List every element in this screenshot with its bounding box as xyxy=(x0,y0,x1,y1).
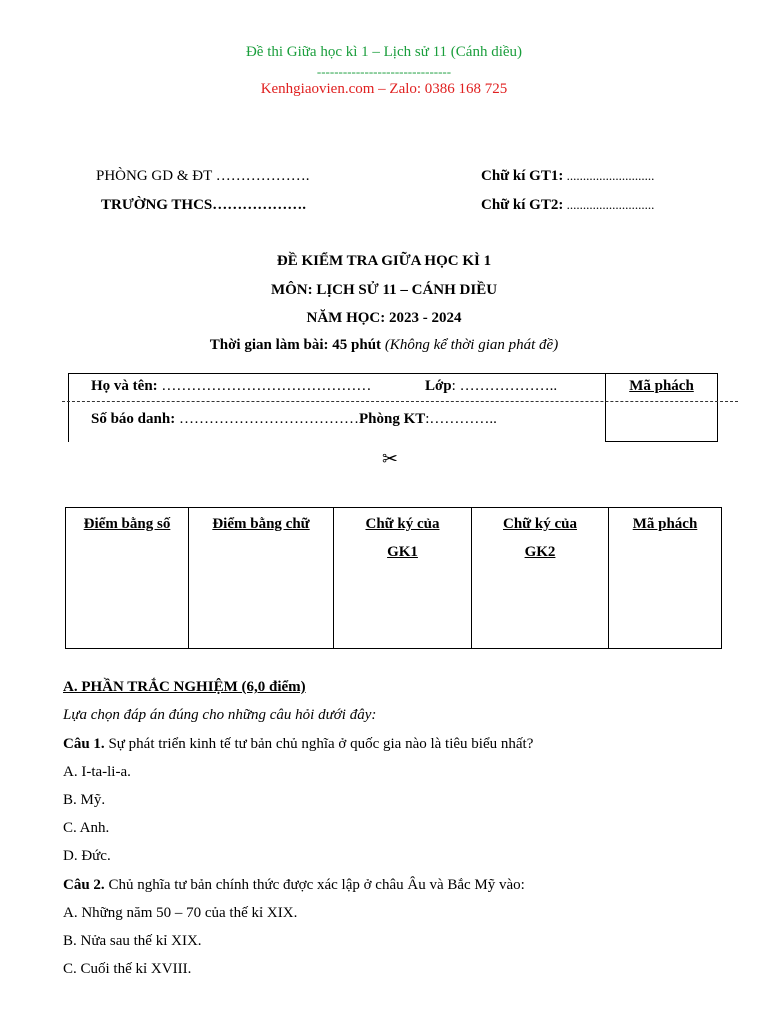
question-2-label: Câu 2. xyxy=(63,877,105,893)
q2-option-b: B. Nửa sau thế kỉ XIX. xyxy=(63,933,202,949)
id-label: Số báo danh: xyxy=(91,411,176,427)
cut-line xyxy=(62,401,738,402)
exam-subject: MÔN: LỊCH SỬ 11 – CÁNH DIỀU xyxy=(270,282,498,298)
grade-col-gk2 xyxy=(472,508,609,649)
student-info-cell xyxy=(69,374,606,442)
contact-line: Kenhgiaovien.com – Zalo: 0386 168 725 xyxy=(260,81,508,97)
gt1-label: Chữ kí GT1: xyxy=(481,168,564,184)
code-header: Mã phách xyxy=(629,378,694,394)
name-dots: …………………………………… xyxy=(157,378,372,394)
grade-col-code xyxy=(609,508,722,649)
doc-title: Đề thi Giữa học kì 1 – Lịch sử 11 (Cánh diều) xyxy=(245,44,523,60)
room-dots: :………….. xyxy=(425,411,497,427)
name-label: Họ và tên: xyxy=(91,378,158,394)
class-dots: : ……………….. xyxy=(451,378,558,394)
grade-col-gk2-line2: GK2 xyxy=(524,544,556,560)
q1-option-a: A. I-ta-li-a. xyxy=(63,764,131,780)
q1-option-d: D. Đức. xyxy=(63,848,111,864)
grade-col-gk1-line1: Chữ ký của xyxy=(365,516,440,532)
code-cell xyxy=(606,374,718,442)
q1-option-c: C. Anh. xyxy=(63,820,110,836)
grade-col-code-label: Mã phách xyxy=(632,516,698,532)
question-1-label: Câu 1. xyxy=(63,736,105,752)
exam-time xyxy=(0,337,768,354)
id-dots: ……………………………… xyxy=(175,411,359,427)
gt2-dots: ........................... xyxy=(563,197,655,212)
section-a-title: A. PHẦN TRẮC NGHIỆM (6,0 điểm) xyxy=(63,679,306,695)
grade-col-gk2-line1: Chữ ký của xyxy=(502,516,578,532)
question-1 xyxy=(63,736,533,753)
grade-col-words xyxy=(189,508,334,649)
dept-line: PHÒNG GD & ĐT ………………. xyxy=(96,168,310,184)
grade-col-gk1 xyxy=(334,508,472,649)
school-line: TRƯỜNG THCS………………. xyxy=(101,197,307,213)
section-a-instruction: Lựa chọn đáp án đúng cho những câu hỏi dưới đây: xyxy=(63,707,377,723)
q1-option-b: B. Mỹ. xyxy=(63,792,106,808)
class-row xyxy=(425,378,557,395)
gt1-dots: ........................... xyxy=(563,168,655,183)
gt1-signature xyxy=(481,168,654,185)
scissors-icon: ✂ xyxy=(382,448,398,470)
header-rule: ------------------------------- xyxy=(316,64,452,79)
q2-option-c: C. Cuối thế kỉ XVIII. xyxy=(63,961,192,977)
exam-year: NĂM HỌC: 2023 - 2024 xyxy=(306,310,462,326)
q2-option-a: A. Những năm 50 – 70 của thế kỉ XIX. xyxy=(63,905,298,921)
question-1-text: Sự phát triển kinh tế tư bản chủ nghĩa ở quốc gia nào là tiêu biểu nhất? xyxy=(104,736,534,752)
name-row xyxy=(91,378,371,395)
exam-title: ĐỀ KIỂM TRA GIỮA HỌC KÌ 1 xyxy=(276,253,492,269)
grade-col-number xyxy=(66,508,189,649)
exam-time-note: (Không kể thời gian phát đề) xyxy=(381,337,559,353)
grade-col-gk1-line2: GK1 xyxy=(387,544,418,560)
room-label: Phòng KT xyxy=(358,411,426,427)
gt2-label: Chữ kí GT2: xyxy=(481,197,564,213)
gt2-signature xyxy=(481,197,654,214)
id-row xyxy=(91,411,497,428)
student-info-table xyxy=(68,373,718,442)
class-label: Lớp xyxy=(425,378,452,394)
exam-time-bold: Thời gian làm bài: 45 phút xyxy=(209,337,382,353)
grade-col-number-label: Điểm bằng số xyxy=(83,516,171,532)
grade-table xyxy=(65,507,722,649)
question-2 xyxy=(63,877,525,894)
grade-col-words-label: Điểm bằng chữ xyxy=(212,516,310,532)
question-2-text: Chủ nghĩa tư bản chính thức được xác lập ở châu Âu và Bắc Mỹ vào: xyxy=(104,877,525,893)
